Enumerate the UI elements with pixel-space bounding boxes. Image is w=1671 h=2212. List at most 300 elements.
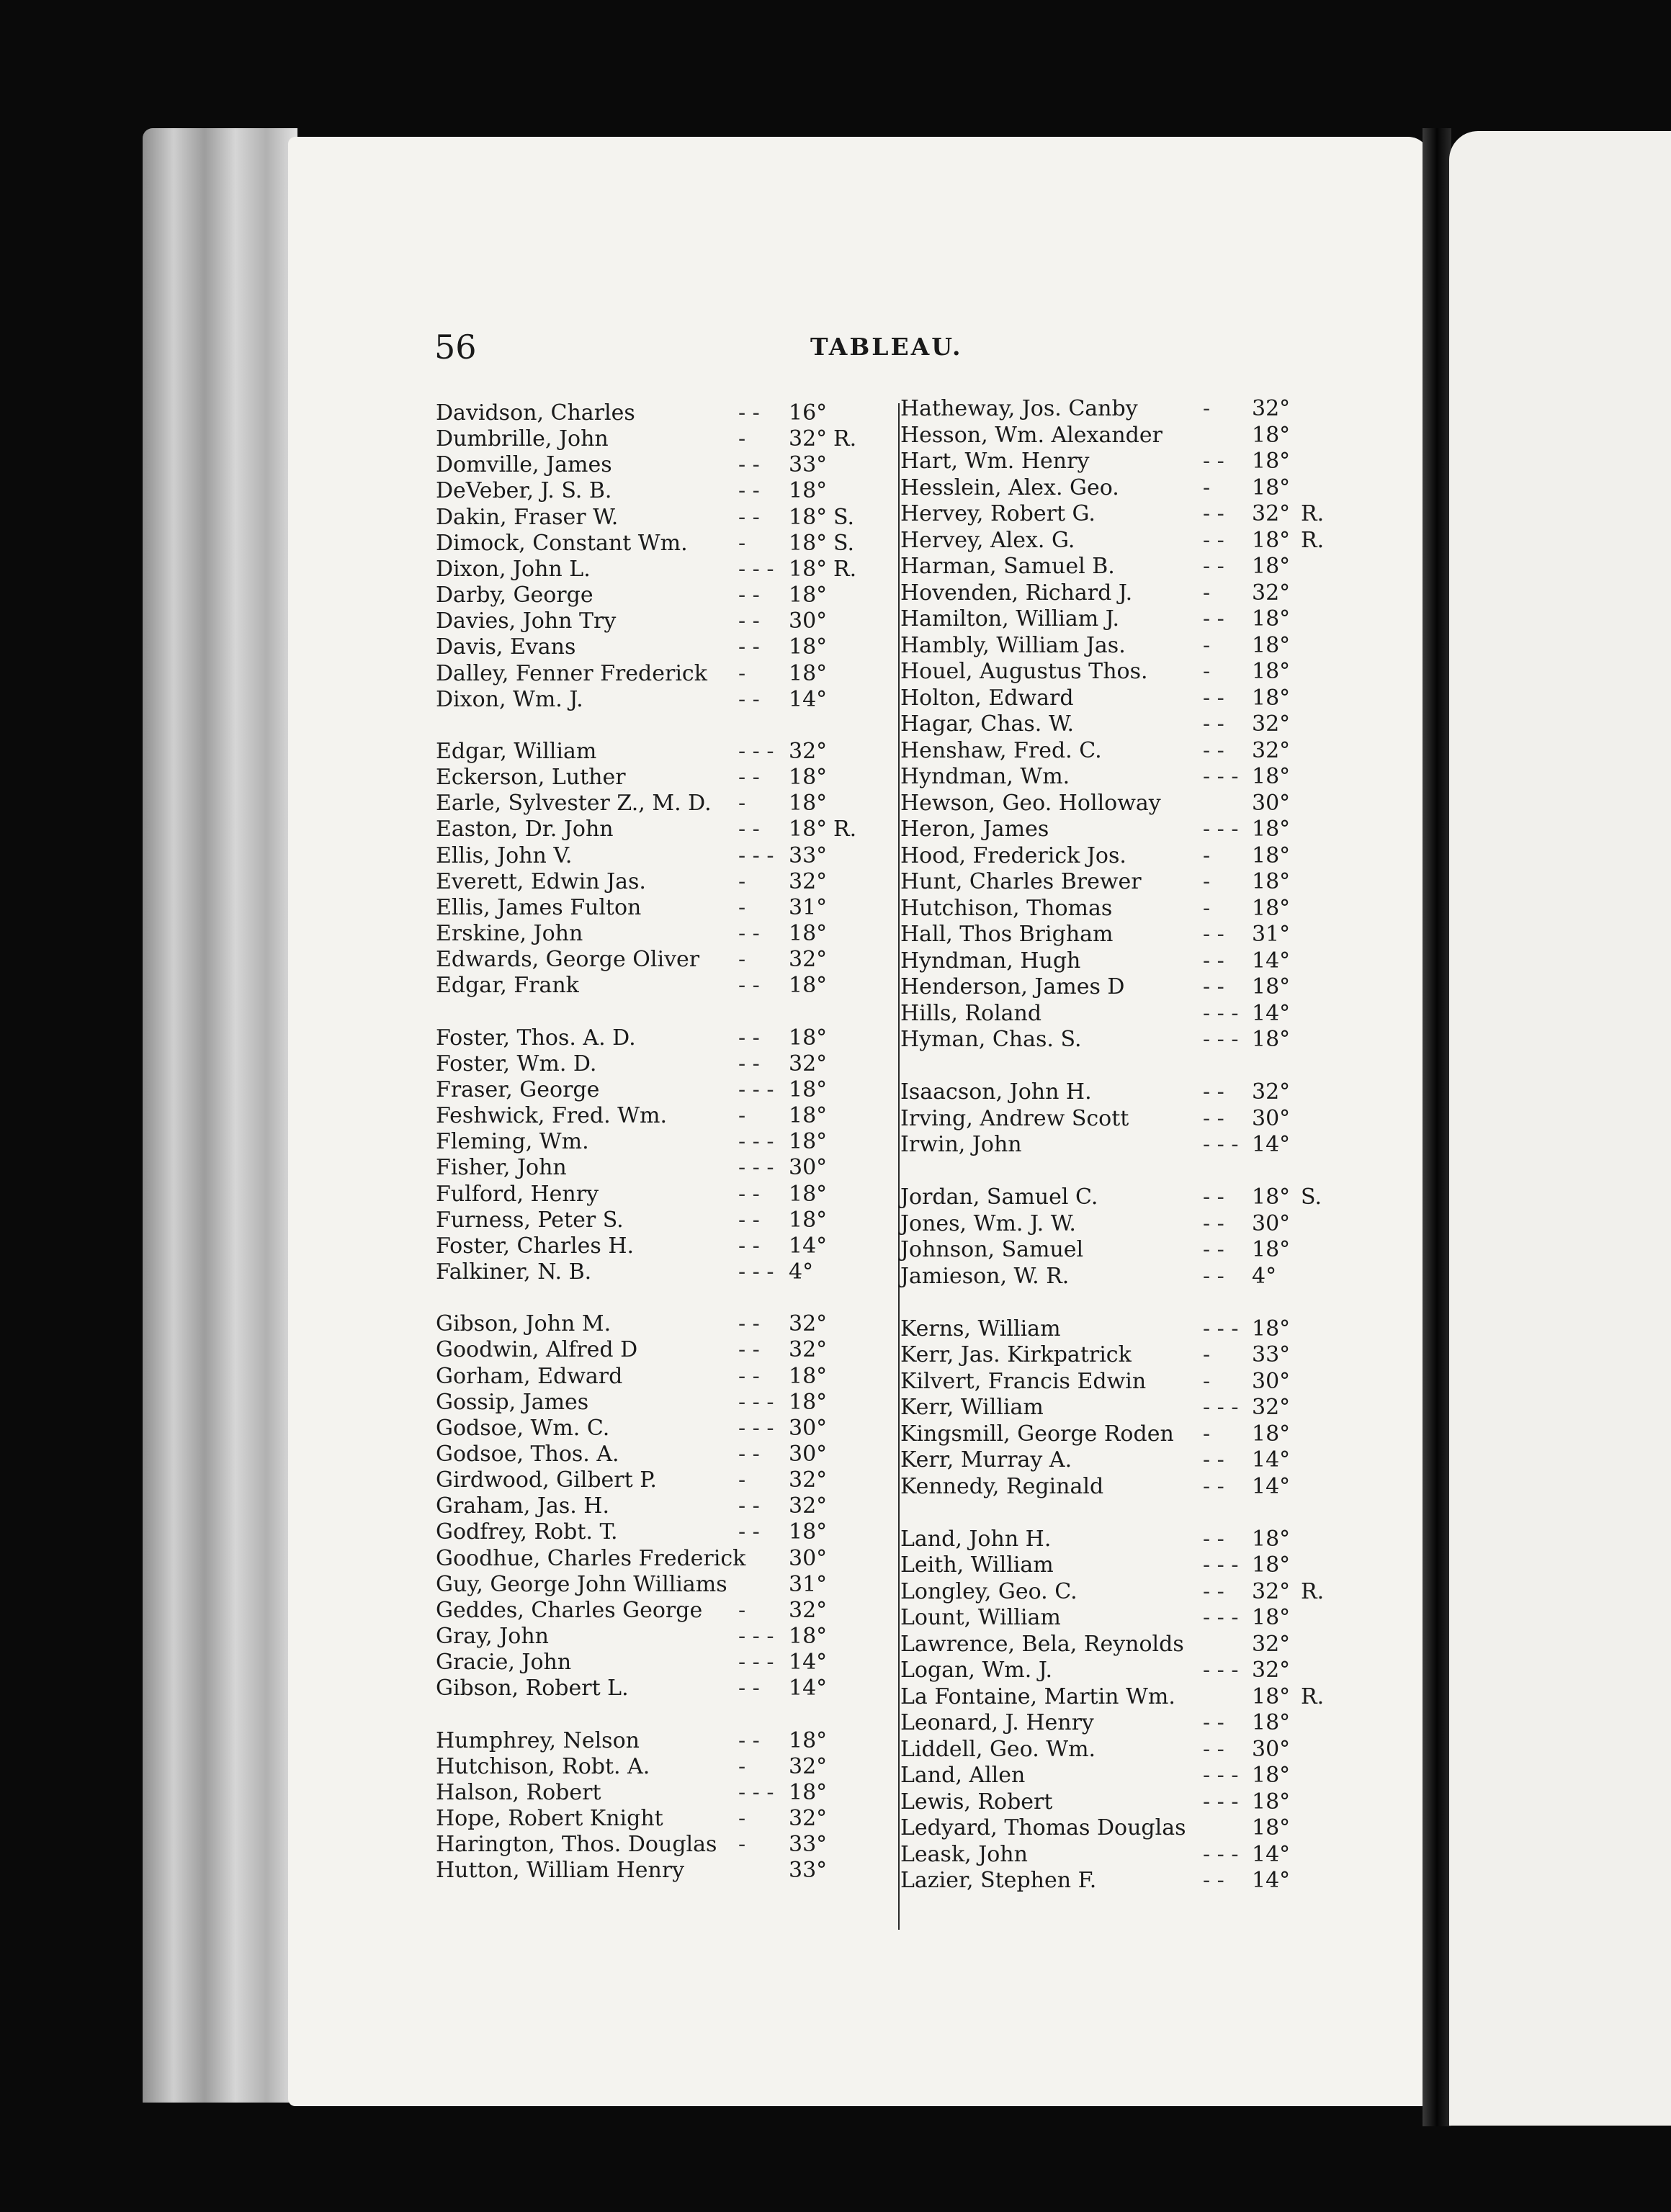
entry-name: Guy, George John Williams: [436, 1571, 727, 1597]
entry-degree: 18°: [1252, 1552, 1291, 1578]
entry-degree: 14°: [789, 1233, 828, 1259]
entry-name: Hervey, Robert G.: [900, 501, 1096, 526]
entry-name: Hamilton, William J.: [900, 606, 1119, 631]
entry-leader: - -: [738, 817, 760, 842]
entry-name: Humphrey, Nelson: [436, 1727, 640, 1753]
entry-leader: - -: [1203, 527, 1224, 553]
entry-name: Godfrey, Robt. T.: [436, 1519, 618, 1545]
entry-name: Eckerson, Luther: [436, 765, 626, 791]
index-entry: [436, 1259, 875, 1285]
index-entry: [900, 974, 1354, 1000]
entry-leader: -: [1203, 659, 1211, 684]
entry-degree: 32°: [1252, 711, 1291, 737]
entry-leader: - -: [1203, 1210, 1224, 1236]
index-entry: [436, 1806, 875, 1832]
entry-leader: - -: [1203, 1079, 1224, 1105]
entry-leader: -: [738, 947, 746, 973]
entry-leader: - -: [738, 765, 760, 791]
entry-degree: 18°: [789, 478, 828, 504]
index-entry: [900, 1132, 1354, 1158]
index-entry: [436, 1780, 875, 1806]
entry-name: Everett, Edwin Jas.: [436, 868, 646, 894]
entry-degree: 18°: [789, 583, 828, 608]
entry-degree: 18°: [1252, 895, 1291, 921]
index-entry: [436, 531, 875, 557]
entry-degree: 18°: [1252, 1789, 1291, 1815]
entry-degree: 18°: [1252, 1683, 1291, 1709]
entry-leader: - - -: [1203, 1841, 1239, 1867]
entry-leader: - - -: [738, 1779, 774, 1805]
entry-degree: 18°: [789, 1624, 828, 1650]
entry-degree: 30°: [1252, 1105, 1291, 1131]
entry-degree: 30°: [1252, 1736, 1291, 1762]
index-entry: [436, 1416, 875, 1442]
entry-degree: 32°: [789, 947, 828, 973]
entry-degree: 30°: [1252, 790, 1291, 816]
index-entry: [900, 1342, 1354, 1368]
entry-name: Hesslein, Alex. Geo.: [900, 475, 1119, 500]
entry-degree: 18°: [789, 1076, 828, 1102]
entry-name: Edgar, Frank: [436, 973, 579, 999]
entry-name: Hyndman, Wm.: [900, 764, 1070, 789]
entry-leader: - -: [1203, 1105, 1224, 1131]
entry-degree: 30°: [789, 1155, 828, 1181]
entry-name: Land, John H.: [900, 1526, 1052, 1552]
entry-degree: 14°: [1252, 1000, 1291, 1026]
index-entry: [436, 1442, 875, 1467]
entry-leader: - - -: [738, 1129, 774, 1155]
entry-name: Furness, Peter S.: [436, 1207, 624, 1233]
entry-name: Houel, Augustus Thos.: [900, 659, 1148, 684]
index-entry: [436, 1572, 875, 1598]
entry-name: Dakin, Fraser W.: [436, 504, 619, 530]
entry-degree: 18°: [1252, 554, 1291, 579]
entry-degree: 32°: [789, 1337, 828, 1363]
entry-leader: - -: [1203, 1237, 1224, 1262]
entry-leader: - -: [738, 686, 760, 712]
index-entry: [436, 1546, 875, 1572]
entry-leader: -: [1203, 1342, 1211, 1367]
index-entry: [900, 1316, 1354, 1342]
entry-name: Hood, Frederick Jos.: [900, 842, 1126, 868]
index-entry: [900, 1421, 1354, 1447]
index-entry: [900, 1710, 1354, 1736]
entry-degree: 33°: [1252, 1342, 1291, 1367]
index-entry: [900, 1527, 1354, 1552]
index-entry: [436, 1155, 875, 1181]
entry-name: Davis, Evans: [436, 634, 576, 660]
index-entry: [900, 396, 1354, 422]
index-entry: [436, 1858, 875, 1884]
index-entry: [436, 1051, 875, 1077]
index-entry: [900, 1632, 1354, 1658]
index-entry: [900, 1079, 1354, 1105]
entry-leader: - -: [1203, 922, 1224, 947]
entry-leader: -: [738, 868, 746, 894]
entry-degree: 18°: [1252, 842, 1291, 868]
entry-leader: - -: [738, 1727, 760, 1753]
entry-name: Hambly, William Jas.: [900, 632, 1126, 658]
entry-leader: - -: [1203, 974, 1224, 999]
entry-leader: -: [1203, 475, 1211, 500]
entry-name: Ledyard, Thomas Douglas: [900, 1815, 1186, 1840]
index-entry: [436, 1676, 875, 1701]
index-entry: [436, 1208, 875, 1233]
entry-leader: -: [1203, 1421, 1211, 1447]
entry-leader: -: [738, 1753, 746, 1779]
index-entry: [900, 764, 1354, 790]
index-entry: [900, 1658, 1354, 1683]
entry-leader: - -: [1203, 501, 1224, 526]
entry-rank: S.: [833, 530, 855, 556]
entry-degree: 30°: [1252, 1368, 1291, 1394]
entry-leader: - - -: [1203, 1316, 1239, 1341]
page-number: 56: [434, 328, 477, 367]
entry-name: Henderson, James D: [900, 974, 1125, 999]
entry-degree: 32°: [1252, 1631, 1291, 1657]
entry-degree: 32°: [789, 1806, 828, 1832]
entry-name: Hesson, Wm. Alexander: [900, 422, 1162, 448]
index-entry: [900, 1552, 1354, 1578]
index-entry: [900, 1447, 1354, 1473]
entry-name: Gibson, John M.: [436, 1311, 611, 1337]
entry-name: Hart, Wm. Henry: [900, 449, 1090, 474]
entry-name: Graham, Jas. H.: [436, 1493, 609, 1519]
index-entry: [900, 1684, 1354, 1710]
entry-degree: 32°: [1252, 1079, 1291, 1105]
entry-degree: 32°: [1252, 1658, 1291, 1683]
index-entry: [900, 1027, 1354, 1053]
entry-leader: - -: [738, 608, 760, 634]
entry-degree: 18°: [789, 1207, 828, 1233]
entry-degree: 18°: [789, 1129, 828, 1155]
index-entry: [900, 1395, 1354, 1421]
entry-degree: 33°: [789, 1858, 828, 1884]
entry-rank: R.: [1301, 527, 1325, 553]
index-entry: [900, 1763, 1354, 1789]
index-entry: [436, 557, 875, 583]
entry-name: Hall, Thos Brigham: [900, 922, 1114, 947]
entry-name: Foster, Thos. A. D.: [436, 1025, 636, 1051]
entry-degree: 14°: [1252, 1473, 1291, 1499]
entry-degree: 18°: [789, 504, 828, 530]
index-entry: [436, 505, 875, 531]
entry-leader: - -: [738, 1442, 760, 1467]
entry-degree: 30°: [789, 608, 828, 634]
entry-leader: -: [1203, 1368, 1211, 1394]
entry-name: Edgar, William: [436, 738, 597, 764]
entry-leader: - -: [738, 1311, 760, 1337]
entry-name: Land, Allen: [900, 1763, 1026, 1788]
right-page: [1449, 131, 1671, 2126]
index-entry: [900, 501, 1354, 527]
entry-degree: 18°: [789, 1727, 828, 1753]
entry-degree: 18°: [1252, 1027, 1291, 1052]
index-entry: [436, 1467, 875, 1493]
index-entry: [900, 1237, 1354, 1263]
entry-degree: 18°: [1252, 1605, 1291, 1630]
entry-leader: -: [738, 1832, 746, 1858]
entry-degree: 18°: [1252, 817, 1291, 842]
entry-name: Falkiner, N. B.: [436, 1259, 592, 1285]
entry-leader: - -: [738, 921, 760, 946]
entry-name: Gray, John: [436, 1624, 549, 1650]
entry-leader: - -: [1203, 1447, 1224, 1473]
entry-name: Leith, William: [900, 1552, 1054, 1578]
entry-name: Harington, Thos. Douglas: [436, 1832, 717, 1858]
entry-leader: - - -: [1203, 764, 1239, 789]
entry-name: Earle, Sylvester Z., M. D.: [436, 791, 712, 817]
entry-leader: -: [1203, 895, 1211, 921]
entry-leader: - -: [738, 1207, 760, 1233]
entry-degree: 30°: [789, 1415, 828, 1441]
entry-name: Gorham, Edward: [436, 1363, 623, 1389]
entry-degree: 18°: [789, 921, 828, 946]
entry-name: Halson, Robert: [436, 1779, 601, 1805]
index-entry: [436, 1337, 875, 1363]
entry-name: Hope, Robert Knight: [436, 1806, 663, 1832]
entry-name: Holton, Edward: [900, 685, 1074, 711]
entry-rank: S.: [1301, 1184, 1322, 1210]
entry-name: Lount, William: [900, 1605, 1061, 1630]
entry-name: Hills, Roland: [900, 1000, 1042, 1026]
entry-degree: 32°: [789, 738, 828, 764]
entry-leader: - -: [738, 1233, 760, 1259]
entry-degree: 18°: [789, 530, 828, 556]
entry-degree: 32°: [789, 1493, 828, 1519]
index-entry: [436, 452, 875, 478]
entry-degree: 18°: [1252, 1316, 1291, 1341]
index-entry: [436, 426, 875, 452]
entry-rank: R.: [833, 556, 857, 582]
entry-leader: - - -: [738, 1259, 774, 1285]
entry-degree: 14°: [789, 686, 828, 712]
entry-name: Kerr, Jas. Kirkpatrick: [900, 1342, 1132, 1367]
entry-name: Geddes, Charles George: [436, 1597, 703, 1623]
entry-name: Leonard, J. Henry: [900, 1710, 1094, 1735]
entry-name: DeVeber, J. S. B.: [436, 478, 612, 504]
entry-name: Ellis, John V.: [436, 842, 573, 868]
entry-degree: 30°: [1252, 1210, 1291, 1236]
entry-name: Harman, Samuel B.: [900, 554, 1115, 579]
entry-name: Hervey, Alex. G.: [900, 527, 1075, 553]
entry-name: Goodwin, Alfred D: [436, 1337, 638, 1363]
entry-name: Dalley, Fenner Frederick: [436, 660, 707, 686]
entry-name: Kennedy, Reginald: [900, 1473, 1104, 1499]
index-entry: [900, 1211, 1354, 1237]
entry-leader: - -: [738, 1363, 760, 1389]
entry-degree: 4°: [789, 1259, 814, 1285]
entry-degree: 18°: [1252, 659, 1291, 684]
entry-name: Kerr, William: [900, 1395, 1044, 1420]
entry-leader: - -: [738, 1337, 760, 1363]
entry-name: Lewis, Robert: [900, 1789, 1053, 1815]
entry-name: Fleming, Wm.: [436, 1129, 589, 1155]
entry-name: Hunt, Charles Brewer: [900, 869, 1142, 894]
entry-name: Hewson, Geo. Holloway: [900, 790, 1161, 816]
entry-leader: - -: [1203, 1868, 1224, 1893]
entry-degree: 18°: [789, 791, 828, 817]
entry-name: Fraser, George: [436, 1076, 600, 1102]
entry-leader: -: [738, 791, 746, 817]
entry-degree: 18°: [789, 817, 828, 842]
entry-degree: 32°: [789, 1051, 828, 1076]
entry-degree: 18°: [1252, 632, 1291, 658]
entry-name: Girdwood, Gilbert P.: [436, 1467, 657, 1493]
entry-degree: 32°: [1252, 737, 1291, 763]
index-entry: [900, 475, 1354, 501]
entry-name: Easton, Dr. John: [436, 817, 614, 842]
entry-name: Irwin, John: [900, 1132, 1022, 1157]
index-entry: [900, 1106, 1354, 1132]
entry-leader: -: [1203, 632, 1211, 658]
entry-degree: 33°: [789, 1832, 828, 1858]
entry-leader: - -: [1203, 948, 1224, 974]
entry-name: Dixon, John L.: [436, 556, 591, 582]
index-entry: [436, 947, 875, 973]
index-entry: [900, 633, 1354, 659]
entry-leader: - -: [738, 400, 760, 426]
entry-leader: - -: [1203, 685, 1224, 711]
entry-degree: 33°: [789, 842, 828, 868]
entry-name: Henshaw, Fred. C.: [900, 737, 1102, 763]
entry-leader: -: [1203, 842, 1211, 868]
entry-degree: 18°: [789, 1389, 828, 1415]
entry-name: Heron, James: [900, 817, 1049, 842]
index-entry: [436, 687, 875, 713]
entry-name: Leask, John: [900, 1841, 1028, 1867]
index-entry: [436, 1182, 875, 1208]
entry-leader: - -: [738, 1519, 760, 1545]
entry-leader: - -: [1203, 1710, 1224, 1735]
entry-name: Gracie, John: [436, 1650, 572, 1676]
entry-name: Kilvert, Francis Edwin: [900, 1368, 1147, 1394]
entry-degree: 18°: [1252, 1763, 1291, 1788]
entry-degree: 32°: [789, 1311, 828, 1337]
entry-name: Davies, John Try: [436, 608, 617, 634]
entry-degree: 32°: [789, 1753, 828, 1779]
entry-name: Gibson, Robert L.: [436, 1676, 629, 1701]
entry-leader: - -: [1203, 1473, 1224, 1499]
index-entry: [436, 921, 875, 947]
index-entry: [900, 1868, 1354, 1894]
entry-name: Kerr, Murray A.: [900, 1447, 1072, 1473]
index-entry: [900, 580, 1354, 606]
entry-name: Domville, James: [436, 452, 612, 478]
entry-name: Godsoe, Wm. C.: [436, 1415, 610, 1441]
entry-degree: 31°: [789, 894, 828, 920]
index-entry: [436, 1233, 875, 1259]
index-entry: [900, 685, 1354, 711]
entry-degree: 18°: [1252, 1421, 1291, 1447]
index-entry: [436, 583, 875, 608]
index-entry: [900, 1579, 1354, 1605]
index-entry: [436, 661, 875, 687]
entry-leader: - -: [1203, 737, 1224, 763]
entry-name: Hatheway, Jos. Canby: [900, 396, 1138, 421]
entry-leader: - -: [738, 583, 760, 608]
entry-name: Hovenden, Richard J.: [900, 580, 1133, 606]
entry-name: Logan, Wm. J.: [900, 1658, 1053, 1683]
entry-name: Hyman, Chas. S.: [900, 1027, 1082, 1052]
index-entry: [436, 634, 875, 660]
entry-name: Longley, Geo. C.: [900, 1578, 1078, 1604]
index-entry: [900, 1842, 1354, 1868]
entry-leader: - -: [1203, 606, 1224, 631]
page-edges: [143, 128, 297, 2103]
entry-leader: - - -: [738, 738, 774, 764]
index-entry: [900, 1369, 1354, 1395]
entry-degree: 18°: [789, 765, 828, 791]
entry-leader: - -: [738, 1493, 760, 1519]
entry-name: Jordan, Samuel C.: [900, 1184, 1098, 1210]
index-entry: [436, 1754, 875, 1780]
index-entry: [436, 869, 875, 895]
entry-name: Kerns, William: [900, 1316, 1061, 1341]
entry-degree: 18°: [1252, 475, 1291, 500]
entry-name: Davidson, Charles: [436, 400, 635, 426]
entry-leader: - -: [738, 504, 760, 530]
entry-leader: - - -: [738, 1415, 774, 1441]
index-entry: [900, 738, 1354, 764]
index-entry: [900, 1474, 1354, 1500]
entry-rank: R.: [1301, 1578, 1325, 1604]
entry-leader: - -: [738, 1051, 760, 1076]
entry-degree: 18°: [1252, 422, 1291, 448]
entry-name: Godsoe, Thos. A.: [436, 1442, 619, 1467]
entry-degree: 30°: [789, 1442, 828, 1467]
entry-degree: 14°: [1252, 1132, 1291, 1157]
entry-leader: - - -: [1203, 1395, 1239, 1420]
index-entry: [436, 1832, 875, 1858]
entry-name: Fisher, John: [436, 1155, 567, 1181]
index-entry: [900, 843, 1354, 869]
entry-leader: -: [1203, 396, 1211, 421]
entry-degree: 32°: [1252, 501, 1291, 526]
entry-leader: - -: [738, 1181, 760, 1207]
entry-leader: - - -: [1203, 1605, 1239, 1630]
entry-leader: - -: [1203, 1184, 1224, 1210]
entry-name: Erskine, John: [436, 921, 583, 946]
entry-degree: 14°: [1252, 948, 1291, 974]
index-entry: [900, 869, 1354, 895]
entry-degree: 32°: [789, 868, 828, 894]
entry-degree: 14°: [1252, 1447, 1291, 1473]
index-entry: [900, 606, 1354, 632]
entry-leader: -: [738, 530, 746, 556]
index-entry: [900, 791, 1354, 817]
index-entry: [436, 817, 875, 842]
column-divider: [898, 403, 900, 1930]
index-entry: [436, 1650, 875, 1676]
entry-name: Lawrence, Bela, Reynolds: [900, 1631, 1184, 1657]
entry-leader: - - -: [738, 1650, 774, 1676]
entry-name: Dimock, Constant Wm.: [436, 530, 688, 556]
index-entry: [900, 1737, 1354, 1763]
entry-leader: - -: [1203, 554, 1224, 579]
entry-degree: 14°: [789, 1650, 828, 1676]
entry-degree: 30°: [789, 1545, 828, 1571]
entry-degree: 16°: [789, 400, 828, 426]
index-entry: [436, 1519, 875, 1545]
entry-degree: 18°: [789, 634, 828, 660]
index-entry: [436, 1728, 875, 1754]
entry-name: Fulford, Henry: [436, 1181, 599, 1207]
entry-name: Irving, Andrew Scott: [900, 1105, 1129, 1131]
entry-degree: 32°: [1252, 396, 1291, 421]
index-entry: [900, 423, 1354, 449]
entry-leader: - - -: [738, 1624, 774, 1650]
